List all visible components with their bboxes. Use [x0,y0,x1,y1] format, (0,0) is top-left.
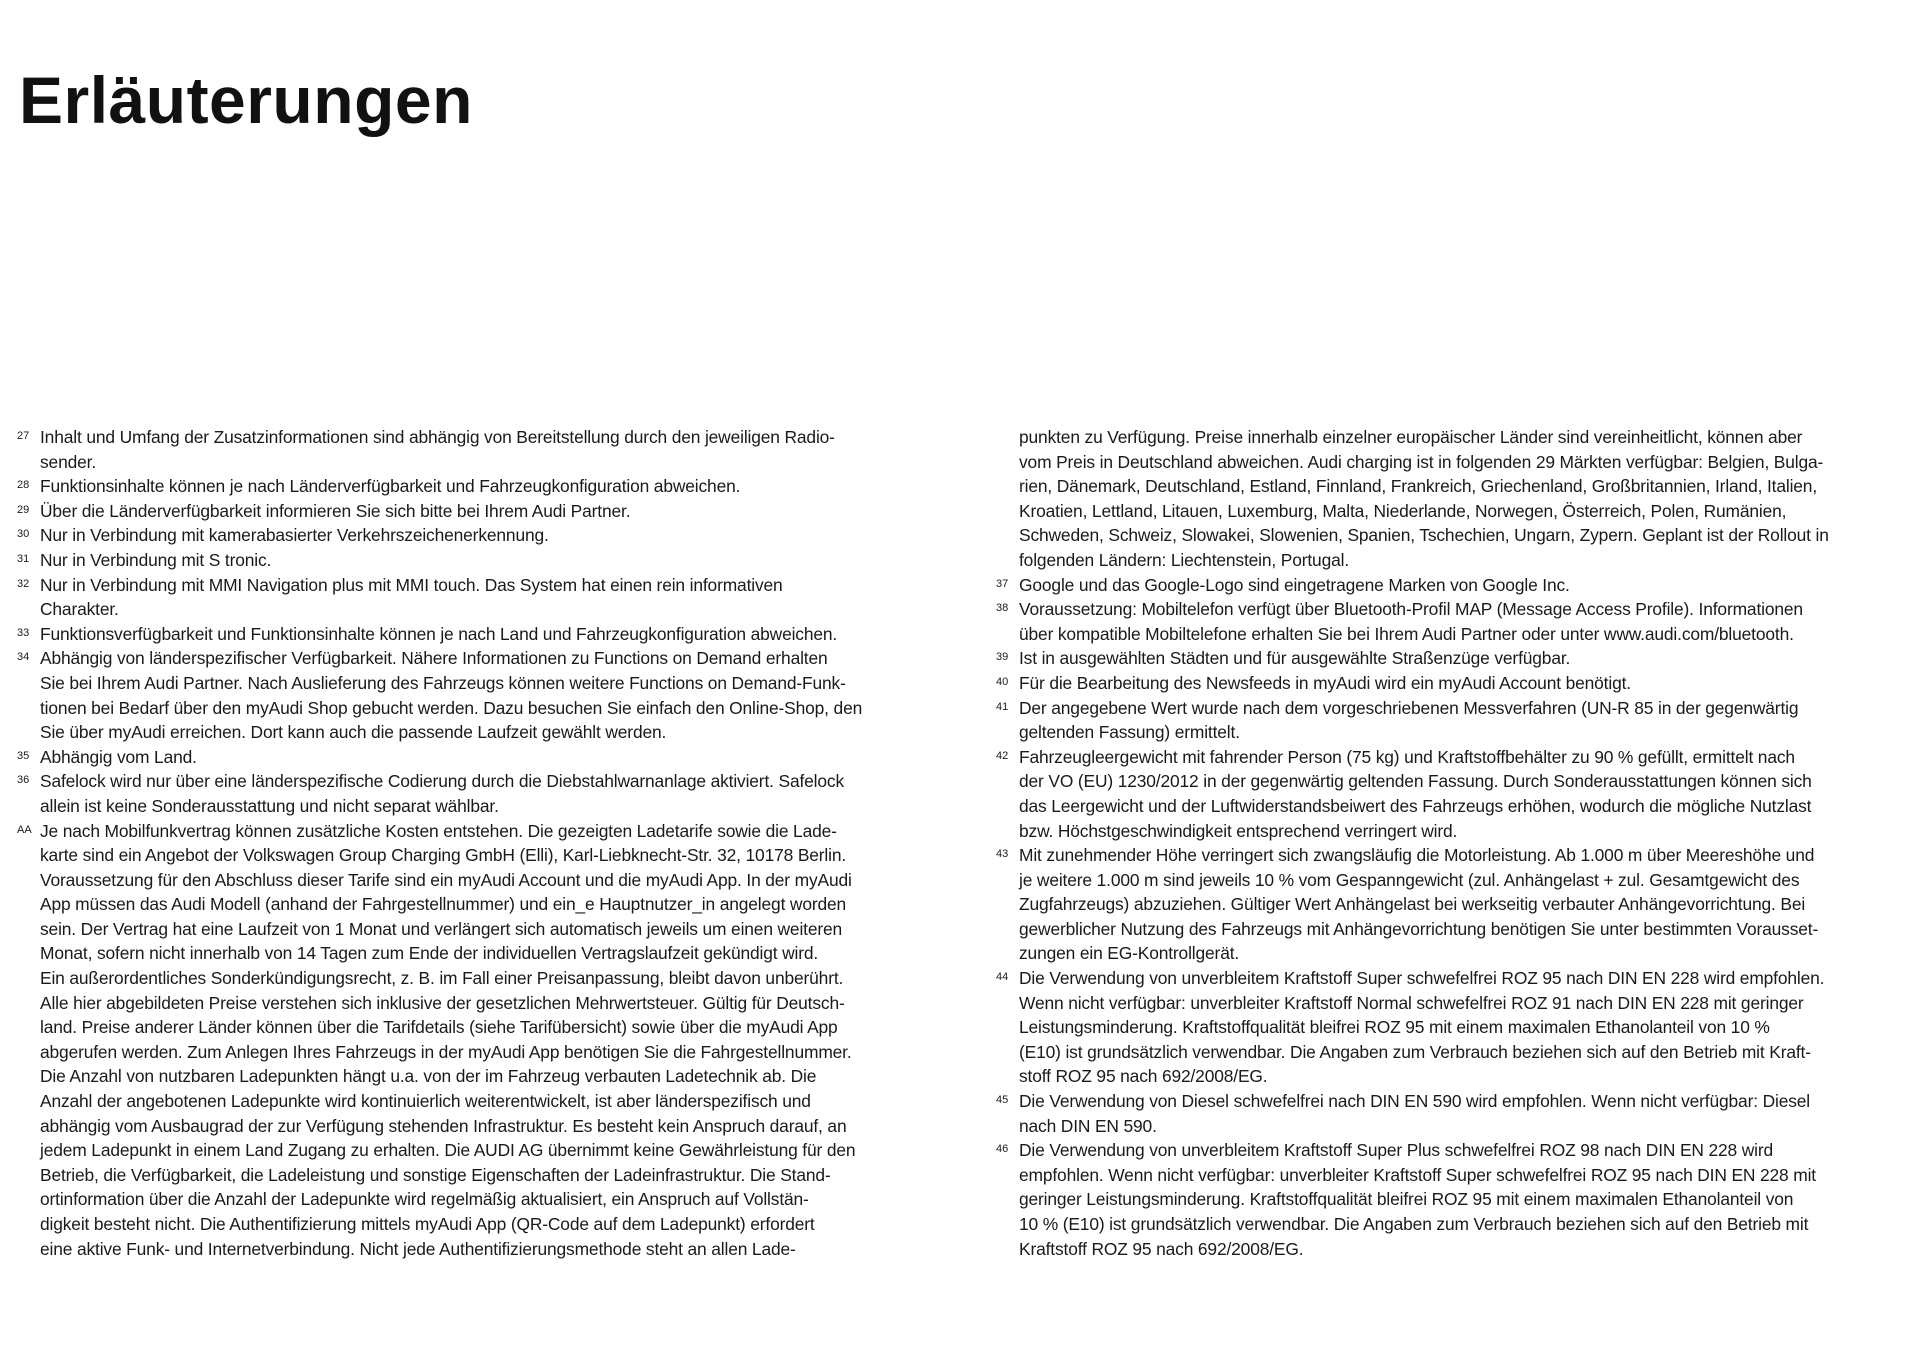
footnote-text-line: eine aktive Funk- und Internetverbindung. Nicht jede Authentifizierungsmethode steht an allen Lade- [40,1238,796,1259]
footnote-text-line: Voraussetzung: Mobiltelefon verfügt über Bluetooth-Profil MAP (Message Access Profile). Informationen [1019,599,1803,620]
footnote [996,696,1896,745]
footnote-text-line: Voraussetzung für den Abschluss dieser Tarife sind ein myAudi Account und die myAudi App. In der myAudi [40,869,852,890]
footnote [996,966,1896,1089]
footnote-number: 39 [996,651,1009,664]
footnote-number: 44 [996,971,1009,984]
footnote [17,425,917,474]
footnote-number: 28 [17,479,30,492]
footnote-text-line: Schweden, Schweiz, Slowakei, Slowenien, Spanien, Tschechien, Ungarn, Zypern. Geplant ist der Rollout in [1019,525,1829,546]
footnote-text-line: Die Verwendung von unverbleitem Kraftstoff Super Plus schwefelfrei ROZ 98 nach DIN EN 228 wird [1019,1140,1774,1161]
footnote-text-line: sein. Der Vertrag hat eine Laufzeit von 1 Monat und verlängert sich automatisch jeweils um einen weiteren [40,918,843,939]
footnote [996,573,1896,598]
footnotes-right-column [996,425,1896,1261]
footnote-text-line: Leistungsminderung. Kraftstoffqualität bleifrei ROZ 95 mit einem maximalen Ethanolanteil von 10 % [1019,1017,1770,1038]
footnote-text-line: ortinformation über die Anzahl der Ladepunkte wird regelmäßig aktualisiert, ein Anspruch auf Vollstän- [40,1189,809,1210]
footnote-text-line: digkeit besteht nicht. Die Authentifizierung mittels myAudi App (QR-Code auf dem Ladepunkt) erfordert [40,1214,815,1234]
footnote-number: 46 [996,1143,1009,1156]
footnote-number: 30 [17,528,30,541]
footnote-text-line: jedem Ladepunkt in einem Land Zugang zu erhalten. Die AUDI AG übernimmt keine Gewährleistung für den [40,1140,856,1161]
footnote-number: 42 [996,749,1009,762]
footnote-number: 37 [996,577,1009,590]
footnote-text-line: über kompatible Mobiltelefone erhalten Sie bei Ihrem Audi Partner oder unter www.audi.com/bluetooth. [1019,623,1794,644]
footnote-text-line: Google und das Google-Logo sind eingetragene Marken von Google Inc. [1019,574,1570,595]
footnote-text-line: Die Anzahl von nutzbaren Ladepunkten hängt u.a. von der im Fahrzeug verbauten Ladetechnik ab. Die [40,1066,817,1087]
footnote-number: 43 [996,848,1009,861]
footnote-text-line: Safelock wird nur über eine länderspezifische Codierung durch die Diebstahlwarnanlage aktiviert. Safelock [40,771,844,792]
footnote-number: 36 [17,774,30,787]
footnote [17,646,917,744]
footnote-text-line: Abhängig von länderspezifischer Verfügbarkeit. Nähere Informationen zu Functions on Demand erhalten [40,648,828,669]
footnote-text-line: der VO (EU) 1230/2012 in der gegenwärtig geltenden Fassung. Durch Sonderausstattungen können sich [1019,771,1812,792]
footnote-text-line: Ein außerordentliches Sonderkündigungsrecht, z. B. im Fall einer Preisanpassung, bleibt davon unberührt. [40,968,844,989]
footnote-text-line: allein ist keine Sonderausstattung und nicht separat wählbar. [40,795,499,816]
footnote-number: 34 [17,651,30,664]
footnote-text-line: bzw. Höchstgeschwindigkeit entsprechend verringert wird. [1019,820,1458,841]
footnotes-left-column [17,425,917,1261]
footnote-text-line: Sie über myAudi erreichen. Dort kann auch die passende Laufzeit gewählt werden. [40,722,667,743]
footnote-text-line: Sie bei Ihrem Audi Partner. Nach Auslieferung des Fahrzeugs können weitere Functions on Demand-Funk- [40,672,846,693]
footnote-text-line: Alle hier abgebildeten Preise verstehen sich inklusive der gesetzlichen Mehrwertsteuer. Gültig für Deutsch- [40,992,845,1013]
footnote-text-line: Betrieb, die Verfügbarkeit, die Ladeleistung und sonstige Eigenschaften der Ladeinfrastruktur. Die Stand- [40,1164,831,1185]
footnote-number: 35 [17,749,30,762]
footnote-text-line: geltenden Fassung) ermittelt. [1019,722,1240,743]
footnote [996,646,1896,671]
footnote [17,499,917,524]
footnote-text-line: abgerufen werden. Zum Anlegen Ihres Fahrzeugs in der myAudi App benötigen Sie die Fahrgestellnummer. [40,1041,852,1062]
footnote [17,819,917,1262]
footnote-text-line: land. Preise anderer Länder können über die Tarifdetails (siehe Tarifübersicht) sowie über die myAudi App [40,1017,838,1038]
footnote-text-line: Funktionsinhalte können je nach Länderverfügbarkeit und Fahrzeugkonfiguration abweichen. [40,476,741,497]
footnote [17,474,917,499]
footnote-text-line: Charakter. [40,599,119,620]
footnote-text-line: Die Verwendung von unverbleitem Kraftstoff Super schwefelfrei ROZ 95 nach DIN EN 228 wird empfohlen. [1019,968,1825,989]
footnote-text-line: 10 % (E10) ist grundsätzlich verwendbar. Die Angaben zum Verbrauch beziehen sich auf den Betrieb mit [1019,1214,1809,1234]
footnote-text-line: Wenn nicht verfügbar: unverbleiter Kraftstoff Normal schwefelfrei ROZ 91 nach DIN EN 228 mit geringer [1019,992,1804,1013]
footnote-text-line: Nur in Verbindung mit MMI Navigation plus mit MMI touch. Das System hat einen rein informativen [40,574,783,595]
footnote-text-line: Ist in ausgewählten Städten und für ausgewählte Straßenzüge verfügbar. [1019,648,1571,669]
footnote-text-line: Inhalt und Umfang der Zusatzinformationen sind abhängig von Bereitstellung durch den jeweiligen Radio- [40,427,835,447]
footnote-text-line: Mit zunehmender Höhe verringert sich zwangsläufig die Motorleistung. Ab 1.000 m über Meereshöhe und [1019,845,1815,866]
footnote-text-line: nach DIN EN 590. [1019,1115,1157,1136]
footnote-number: 38 [996,602,1009,615]
footnote-text-line: Der angegebene Wert wurde nach dem vorgeschriebenen Messverfahren (UN-R 85 in der gegenwärtig [1019,697,1799,718]
footnote-text-line: punkten zu Verfügung. Preise innerhalb einzelner europäischer Länder sind vereinheitlicht, können aber [1019,427,1803,447]
footnote-number: 32 [17,577,30,590]
footnote-text-line: Nur in Verbindung mit S tronic. [40,549,272,570]
footnote-text-line: Über die Länderverfügbarkeit informieren Sie sich bitte bei Ihrem Audi Partner. [40,500,631,521]
footnote-text-line: je weitere 1.000 m sind jeweils 10 % vom Gespanngewicht (zul. Anhängelast + zul. Gesamtgewicht des [1019,869,1800,890]
footnote [996,1138,1896,1261]
footnote-number: 40 [996,675,1009,688]
page-title: Erläuterungen [19,63,473,137]
footnote-text-line: stoff ROZ 95 nach 692/2008/EG. [1019,1066,1268,1087]
footnote-text-line: zungen ein EG-Kontrollgerät. [1019,943,1240,964]
footnote-text-line: Anzahl der angebotenen Ladepunkte wird kontinuierlich weiterentwickelt, ist aber länderspezifisch und [40,1091,811,1112]
footnote [17,573,917,622]
footnote [17,745,917,770]
footnote-number: 33 [17,626,30,639]
footnote [996,745,1896,843]
footnote-text-line: das Leergewicht und der Luftwiderstandsbeiwert des Fahrzeugs erhöhen, wodurch die mögliche Nutzlast [1019,795,1812,816]
footnote-text-line: (E10) ist grundsätzlich verwendbar. Die Angaben zum Verbrauch beziehen sich auf den Betrieb mit Kraft- [1019,1041,1811,1062]
footnote-text-line: sender. [40,451,96,472]
footnote-text-line: App müssen das Audi Modell (anhand der Fahrgestellnummer) und ein_e Hauptnutzer_in angelegt worden [40,894,847,915]
footnote-number: 29 [17,503,30,516]
footnote [17,548,917,573]
footnote [17,622,917,647]
footnote-text-line: Abhängig vom Land. [40,746,197,767]
footnote-text-line: gewerblicher Nutzung des Fahrzeugs mit Anhängevorrichtung benötigen Sie unter bestimmten Vorausset- [1019,918,1819,939]
footnote-text-line: abhängig vom Ausbaugrad der zur Verfügung stehenden Infrastruktur. Es besteht kein Anspruch darauf, an [40,1115,847,1136]
footnote [996,425,1896,573]
footnote-text-line: Für die Bearbeitung des Newsfeeds in myAudi wird ein myAudi Account benötigt. [1019,672,1631,693]
footnote-text-line: tionen bei Bedarf über den myAudi Shop gebucht werden. Dazu besuchen Sie einfach den Online-Shop, den [40,697,863,718]
footnote-text-line: Monat, sofern nicht innerhalb von 14 Tagen zum Ende der individuellen Vertragslaufzeit gekündigt wird. [40,943,819,964]
footnote [996,843,1896,966]
footnote-text-line: Funktionsverfügbarkeit und Funktionsinhalte können je nach Land und Fahrzeugkonfiguration abweichen. [40,623,838,644]
footnote-number: 27 [17,430,30,442]
footnote [996,1089,1896,1138]
footnote-number: 31 [17,552,30,565]
footnote [17,769,917,818]
footnote-number: AA [17,823,32,836]
footnote-text-line: Zugfahrzeugs) abzuziehen. Gültiger Wert Anhängelast bei werkseitig verbauter Anhängevorrichtung. Bei [1019,894,1806,915]
footnote-text-line: Nur in Verbindung mit kamerabasierter Verkehrszeichenerkennung. [40,525,549,546]
footnote [17,523,917,548]
footnote-number: 45 [996,1094,1009,1107]
footnote-text-line: Die Verwendung von Diesel schwefelfrei nach DIN EN 590 wird empfohlen. Wenn nicht verfügbar: Diesel [1019,1091,1811,1112]
footnote-text-line: geringer Leistungsminderung. Kraftstoffqualität bleifrei ROZ 95 mit einem maximalen Ethanolanteil von [1019,1189,1794,1210]
footnote-text-line: Fahrzeugleergewicht mit fahrender Person (75 kg) und Kraftstoffbehälter zu 90 % gefüllt, ermittelt nach [1019,746,1795,767]
footnote-text-line: empfohlen. Wenn nicht verfügbar: unverbleiter Kraftstoff Super schwefelfrei ROZ 95 nach DIN EN 228 mit [1019,1164,1816,1185]
footnote [996,671,1896,696]
footnote [996,597,1896,646]
footnote-text-line: Kroatien, Lettland, Litauen, Luxemburg, Malta, Niederlande, Norwegen, Österreich, Polen, Rumänien, [1019,500,1787,521]
footnote-text-line: karte sind ein Angebot der Volkswagen Group Charging GmbH (Elli), Karl-Liebknecht-Str. 32, 10178 Berlin. [40,845,847,866]
footnote-text-line: folgenden Ländern: Liechtenstein, Portugal. [1019,549,1350,570]
footnote-text-line: rien, Dänemark, Deutschland, Estland, Finnland, Frankreich, Griechenland, Großbritannien, Irland, Italien, [1019,476,1818,497]
footnote-text-line: vom Preis in Deutschland abweichen. Audi charging ist in folgenden 29 Märkten verfügbar: Belgien, Bulga- [1019,451,1824,472]
footnote-number: 41 [996,700,1009,713]
footnote-text-line: Kraftstoff ROZ 95 nach 692/2008/EG. [1019,1238,1304,1259]
footnote-text-line: Je nach Mobilfunkvertrag können zusätzliche Kosten entstehen. Die gezeigten Ladetarife sowie die Lade- [40,820,837,841]
